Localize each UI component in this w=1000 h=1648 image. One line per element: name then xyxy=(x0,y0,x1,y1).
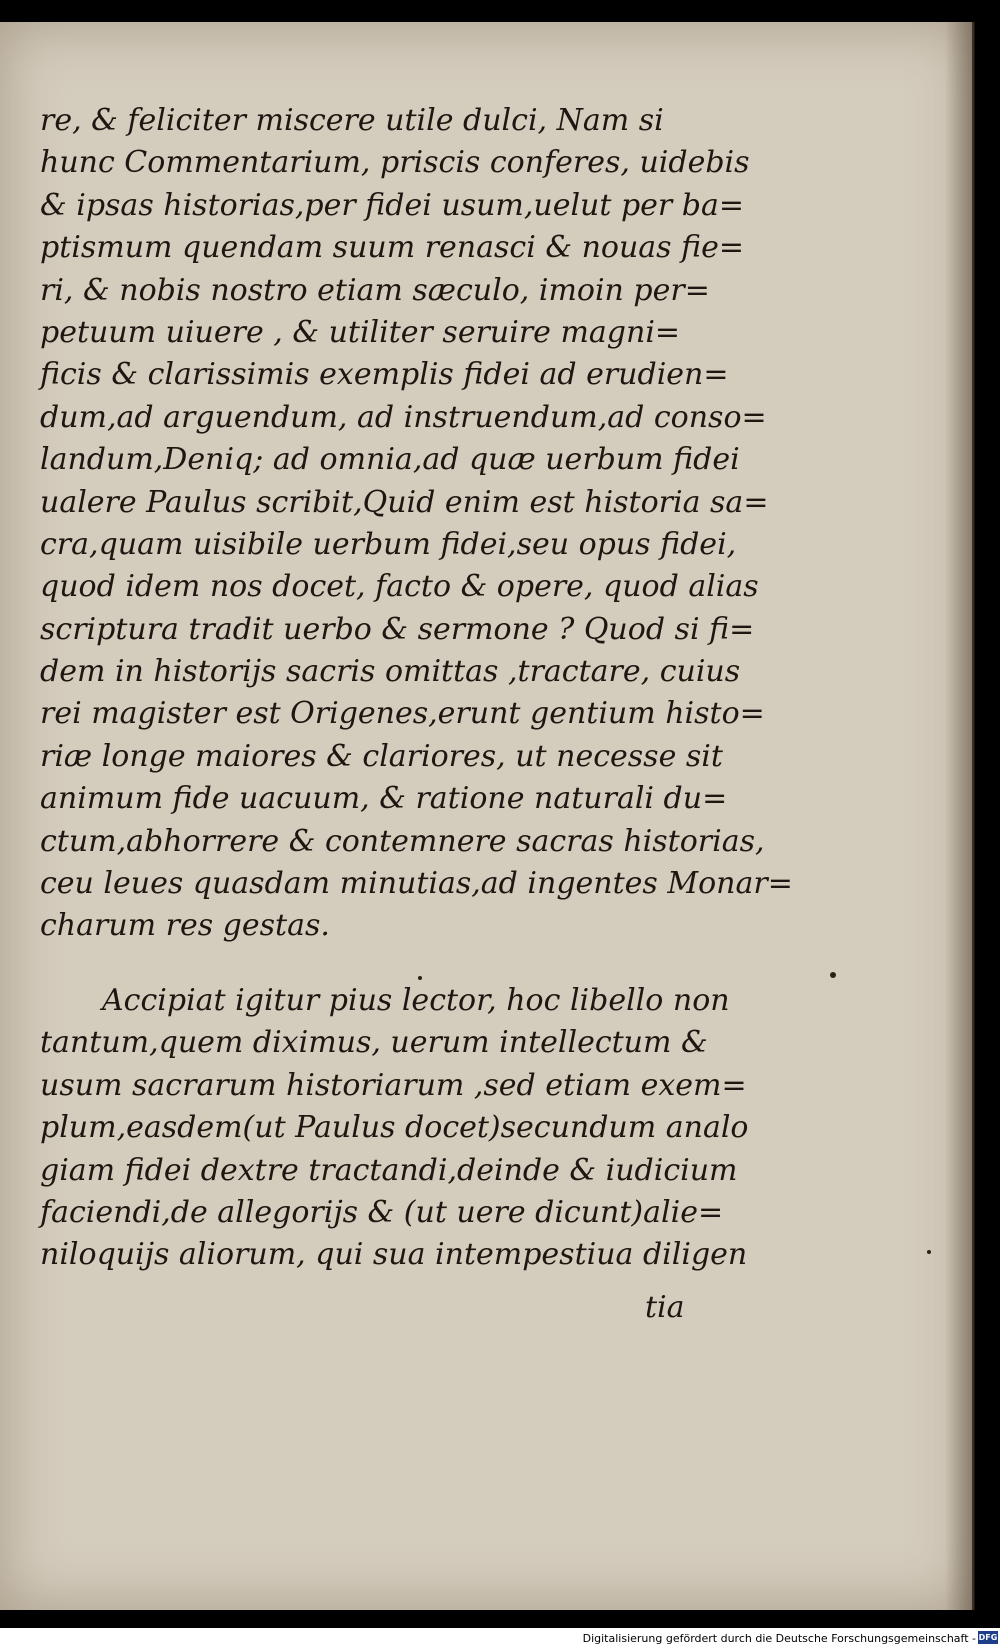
text-line: quod idem nos docet, facto & opere, quod alias xyxy=(40,569,759,605)
text-line: ceu leues quasdam minutias,ad ingentes Monar= xyxy=(40,866,793,902)
text-line: landum,Deniq; ad omnia,ad quæ uerbum fidei xyxy=(40,442,740,478)
dfg-logo[interactable]: DFG xyxy=(978,1633,998,1642)
text-line: charum res gestas. xyxy=(40,908,330,944)
text-line: ctum,abhorrere & contemnere sacras historias, xyxy=(40,823,765,859)
text-line: & ipsas historias,per fidei usum,uelut per ba= xyxy=(40,187,745,223)
text-line: tantum,quem diximus, uerum intellectum & xyxy=(40,1025,708,1061)
paragraph-1 xyxy=(40,100,793,948)
text-line: faciendi,de allegorijs & (ut uere dicunt)alie= xyxy=(40,1194,724,1230)
text-line: riæ longe maiores & clariores, ut necesse sit xyxy=(40,738,723,774)
text-line: ptismum quendam suum renasci & nouas fie= xyxy=(40,230,744,266)
ink-speck xyxy=(418,976,422,980)
page-edge-shadow xyxy=(945,22,975,1610)
text-line: usum sacrarum historiarum ,sed etiam exem= xyxy=(40,1067,747,1103)
text-line: ficis & clarissimis exemplis fidei ad erudien= xyxy=(40,357,729,393)
text-line: petuum uiuere , & utiliter seruire magni= xyxy=(40,314,681,350)
text-line: dem in historijs sacris omittas ,tractare, cuius xyxy=(40,654,741,690)
text-line: animum fide uacuum, & ratione naturali du= xyxy=(40,781,728,817)
text-line: ri, & nobis nostro etiam sæculo, imoin per= xyxy=(40,272,710,308)
text-line: dum,ad arguendum, ad instruendum,ad conso= xyxy=(40,399,767,435)
text-line: plum,easdem(ut Paulus docet)secundum analo xyxy=(40,1110,749,1146)
text-line: Accipiat igitur pius lector, hoc libello non xyxy=(102,983,730,1018)
ink-speck xyxy=(830,972,836,978)
text-line: rei magister est Origenes,erunt gentium histo= xyxy=(40,696,765,732)
footer-credit: Digitalisierung gefördert durch die Deutsche Forschungsgemeinschaft - xyxy=(582,1632,976,1645)
text-line: cra,quam uisibile uerbum fidei,seu opus fidei, xyxy=(40,526,737,562)
text-line: niloquijs aliorum, qui sua intempestiua diligen xyxy=(40,1237,748,1273)
text-line: ualere Paulus scribit,Quid enim est historia sa= xyxy=(40,484,769,520)
text-line: scriptura tradit uerbo & sermone ? Quod si fi= xyxy=(40,611,755,647)
text-line: giam fidei dextre tractandi,deinde & iudicium xyxy=(40,1152,738,1188)
paragraph-2 xyxy=(40,980,749,1277)
ink-speck xyxy=(927,1250,931,1254)
text-line: re, & feliciter miscere utile dulci, Nam si xyxy=(40,103,664,138)
catchword: tia xyxy=(645,1290,685,1325)
text-line: hunc Commentarium, priscis conferes, uidebis xyxy=(40,145,750,181)
